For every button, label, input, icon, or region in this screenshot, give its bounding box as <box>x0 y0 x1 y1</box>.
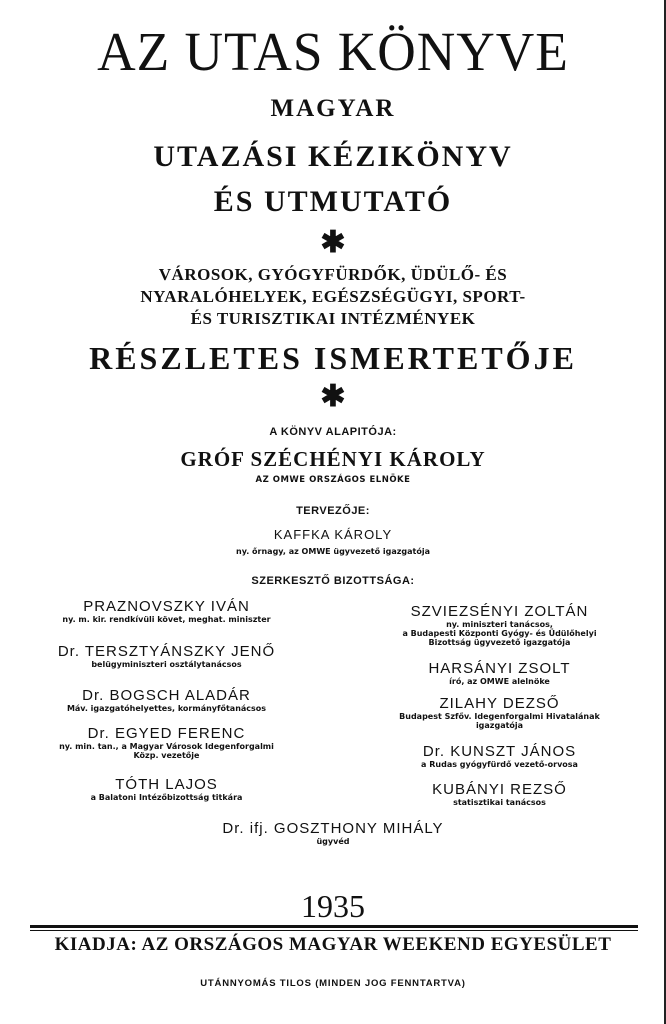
member-title: ny. min. tan., a Magyar Városok Idegenforgalmi <box>59 742 274 751</box>
founder-name: GRÓF SZÉCHÉNYI KÁROLY <box>180 447 486 471</box>
member-title: ügyvéd <box>316 837 350 846</box>
member-title: Máv. igazgatóhelyettes, kormányfőtanácsos <box>66 704 267 713</box>
topics-line-2: NYARALÓHELYEK, EGÉSZSÉGÜGYI, SPORT- <box>140 287 526 306</box>
committee-member <box>0 643 333 669</box>
member-name: KUBÁNYI REZSŐ <box>432 781 567 798</box>
designer-label: TERVEZŐJE: <box>296 505 370 517</box>
founder-title: AZ OMWE ORSZÁGOS ELNÖKE <box>255 475 411 485</box>
founder-label: A KÖNYV ALAPITÓJA: <box>269 426 397 438</box>
member-title: statisztikai tanácsos <box>453 798 546 807</box>
member-title: a Balatoni Intézőbizottság titkára <box>90 793 243 802</box>
topics-line-3: ÉS TURISZTIKAI INTÉZMÉNYEK <box>190 309 476 328</box>
member-name: Dr. BOGSCH ALADÁR <box>82 687 251 704</box>
committee-member <box>333 660 666 686</box>
divider-rule <box>30 930 638 931</box>
book-title: AZ UTAS KÖNYVE <box>97 21 569 82</box>
committee-member <box>0 598 333 624</box>
member-name: ZILAHY DEZSŐ <box>439 695 560 712</box>
member-name: PRAZNOVSZKY IVÁN <box>83 598 250 615</box>
member-title: a Rudas gyógyfürdő vezető-orvosa <box>421 760 578 769</box>
member-title: író, az OMWE alelnöke <box>449 677 550 686</box>
subtitle-guide: ÉS UTMUTATÓ <box>213 185 453 218</box>
committee-member <box>333 781 666 807</box>
subtitle-magyar: MAGYAR <box>270 95 396 122</box>
member-title: ny. m. kir. rendkívüli követ, meghat. miniszter <box>62 615 271 624</box>
asterisk-ornament-icon: ✱ <box>320 379 346 414</box>
publication-year: 1935 <box>301 888 365 924</box>
committee-label: SZERKESZTŐ BIZOTTSÁGA: <box>251 575 415 587</box>
member-title: ny. miniszteri tanácsos, <box>446 620 553 629</box>
subtitle-handbook: UTAZÁSI KÉZIKÖNYV <box>153 140 513 173</box>
committee-member <box>333 603 666 647</box>
member-name: SZVIEZSÉNYI ZOLTÁN <box>410 603 589 620</box>
divider-rule <box>30 925 638 928</box>
member-name: HARSÁNYI ZSOLT <box>428 660 571 677</box>
member-name: Dr. TERSZTYÁNSZKY JENŐ <box>57 643 276 660</box>
detail-heading: RÉSZLETES ISMERTETŐJE <box>89 340 577 376</box>
member-name: Dr. EGYED FERENC <box>87 725 246 742</box>
member-title: a Budapesti Központi Gyógy- és Üdülőhelyi <box>402 629 597 638</box>
member-name: TÓTH LAJOS <box>115 776 218 793</box>
member-title: Közp. vezetője <box>133 751 200 760</box>
member-title: Budapest Szfőv. Idegenforgalmi Hivatalának <box>399 712 600 721</box>
copyright-notice: UTÁNNYOMÁS TILOS (MINDEN JOG FENNTARTVA) <box>200 978 466 989</box>
committee-member <box>0 725 333 760</box>
member-name: Dr. KUNSZT JÁNOS <box>422 743 577 760</box>
designer-name: KAFFKA KÁROLY <box>273 527 393 542</box>
committee-member <box>333 695 666 730</box>
member-title: Bizottság ügyvezető igazgatója <box>428 638 571 647</box>
committee-member <box>333 743 666 769</box>
member-title: belügyminiszteri osztálytanácsos <box>91 660 242 669</box>
member-title: igazgatója <box>475 721 524 730</box>
committee-member <box>0 776 333 802</box>
asterisk-ornament-icon: ✱ <box>320 225 346 260</box>
committee-member <box>0 687 333 713</box>
committee-member <box>0 820 666 846</box>
designer-title: ny. őrnagy, az OMWE ügyvezető igazgatója <box>236 547 430 556</box>
publisher-line: KIADJA: AZ ORSZÁGOS MAGYAR WEEKEND EGYESÜLET <box>54 934 612 955</box>
topics-line-1: VÁROSOK, GYÓGYFÜRDŐK, ÜDÜLŐ- ÉS <box>158 265 508 284</box>
member-name: Dr. ifj. GOSZTHONY MIHÁLY <box>222 820 444 837</box>
